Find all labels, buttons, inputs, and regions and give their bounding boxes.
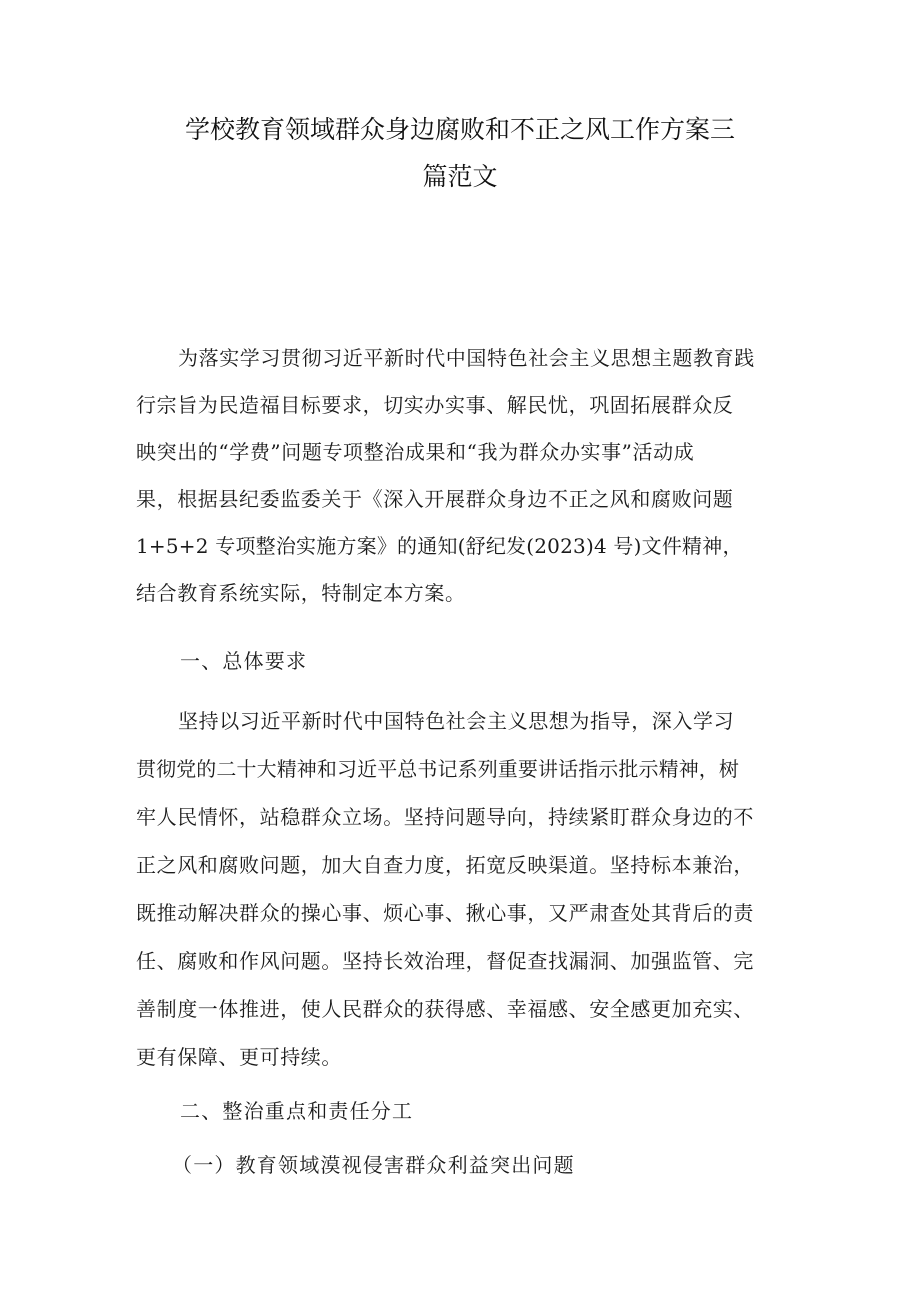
section1-line-6: 任、腐败和作风问题。坚持长效治理，督促查找漏洞、加强监管、完 xyxy=(136,949,754,973)
section1-line-2: 贯彻党的二十大精神和习近平总书记系列重要讲话指示批示精神，树 xyxy=(136,757,739,781)
intro-line-2: 行宗旨为民造福目标要求，切实办实事、解民忧，巩固拓展群众反 xyxy=(136,393,734,417)
intro-line-1: 为落实学习贯彻习近平新时代中国特色社会主义思想主题教育践 xyxy=(178,346,755,370)
intro-line-5: 1+5+2 专项整治实施方案》的通知(舒纪发(2023)4 号)文件精神， xyxy=(136,534,743,558)
document-title-line-1: 学校教育领域群众身边腐败和不正之风工作方案三 xyxy=(184,115,735,144)
section1-line-1: 坚持以习近平新时代中国特色社会主义思想为指导，深入学习 xyxy=(178,709,735,733)
section-heading-2: 二、整治重点和责任分工 xyxy=(180,1099,414,1123)
section1-line-3: 牢人民情怀，站稳群众立场。坚持问题导向，持续紧盯群众身边的不 xyxy=(136,805,754,829)
intro-line-4: 果，根据县纪委监委关于《深入开展群众身边不正之风和腐败问题 xyxy=(136,487,734,511)
subsection-heading-1: （一）教育领域漠视侵害群众利益突出问题 xyxy=(172,1153,575,1177)
section-heading-1: 一、总体要求 xyxy=(180,649,308,673)
section1-line-8: 更有保障、更可持续。 xyxy=(136,1045,342,1069)
document-title-line-2: 篇范文 xyxy=(422,162,498,191)
intro-line-3: 映突出的“学费”问题专项整治成果和“我为群众办实事”活动成 xyxy=(136,440,695,464)
section1-line-7: 善制度一体推进，使人民群众的获得感、幸福感、安全感更加充实、 xyxy=(136,997,754,1021)
section1-line-5: 既推动解决群众的操心事、烦心事、揪心事，又严肃查处其背后的责 xyxy=(136,901,754,925)
section1-line-4: 正之风和腐败问题，加大自查力度，拓宽反映渠道。坚持标本兼治， xyxy=(136,853,754,877)
intro-line-6: 结合教育系统实际，特制定本方案。 xyxy=(136,581,466,605)
